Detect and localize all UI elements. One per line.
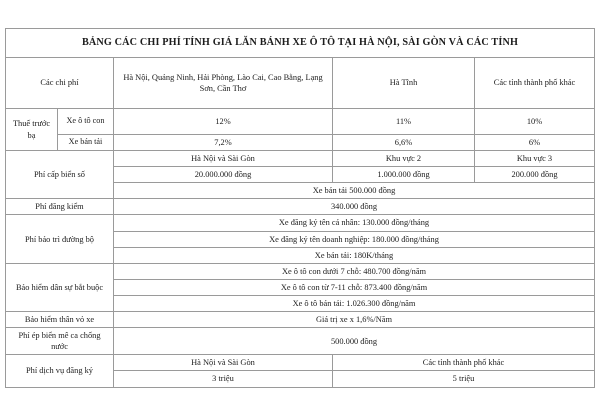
cell-registration-tax-pickup-hatinh: 6,6% [333, 135, 475, 151]
cell-liability-under-7-seats: Xe ô tô con dưới 7 chỗ: 480.700 đồng/năm [114, 263, 595, 279]
row-label-registration-tax: Thuế trước bạ [6, 109, 58, 151]
table-row-inspection-fee [6, 199, 595, 215]
page-title: BẢNG CÁC CHI PHÍ TÍNH GIÁ LĂN BÁNH XE Ô TÔ TẠI HÀ NỘI, SÀI GÒN VÀ CÁC TỈNH [6, 29, 595, 58]
cell-registration-service-zone1-value: 3 triệu [114, 371, 333, 387]
cell-registration-tax-car-hatinh: 11% [333, 109, 475, 135]
table-header-row [6, 58, 595, 109]
table-row-body-insurance [6, 312, 595, 328]
table-row-registration-tax-car [6, 109, 595, 135]
cell-registration-service-zone1-name: Hà Nội và Sài Gòn [114, 355, 333, 371]
column-header-ha-tinh: Hà Tĩnh [333, 58, 475, 109]
cell-plate-fee-zone3-value: 200.000 đồng [475, 167, 595, 183]
column-header-cost-type: Các chi phí [6, 58, 114, 109]
cell-plate-fee-zone2-name: Khu vực 2 [333, 151, 475, 167]
table-row-road-maintenance-1 [6, 215, 595, 231]
table-row-liability-insurance-1 [6, 263, 595, 279]
vehicle-fee-table [5, 28, 595, 388]
row-label-civil-liability-insurance: Bảo hiểm dân sự bắt buộc [6, 263, 114, 311]
cell-plate-press-fee-value: 500.000 đồng [114, 328, 595, 355]
cell-plate-fee-zone1-name: Hà Nội và Sài Gòn [114, 151, 333, 167]
cell-road-maintenance-business: Xe đăng ký tên doanh nghiệp: 180.000 đồng/tháng [114, 231, 595, 247]
cell-registration-tax-pickup-north: 7,2% [114, 135, 333, 151]
cell-body-insurance-value: Giá trị xe x 1,6%/Năm [114, 312, 595, 328]
cell-liability-pickup: Xe ô tô bán tải: 1.026.300 đồng/năm [114, 295, 595, 311]
cell-registration-tax-pickup-other: 6% [475, 135, 595, 151]
cell-road-maintenance-individual: Xe đăng ký tên cá nhân: 130.000 đồng/tháng [114, 215, 595, 231]
table-title-row [6, 29, 595, 58]
table-row-plate-press-fee [6, 328, 595, 355]
sub-label-passenger-car: Xe ô tô con [58, 109, 114, 135]
sub-label-pickup-truck: Xe bán tải [58, 135, 114, 151]
cell-road-maintenance-pickup: Xe bán tải: 180K/tháng [114, 247, 595, 263]
cell-registration-tax-car-north: 12% [114, 109, 333, 135]
cell-plate-fee-pickup-note: Xe bán tải 500.000 đồng [114, 183, 595, 199]
cell-liability-7-to-11-seats: Xe ô tô con từ 7-11 chỗ: 873.400 đồng/năm [114, 279, 595, 295]
row-label-plate-fee: Phí cấp biển số [6, 151, 114, 199]
cell-inspection-fee-value: 340.000 đồng [114, 199, 595, 215]
cell-registration-service-zone2-name: Các tỉnh thành phố khác [333, 355, 595, 371]
row-label-body-insurance: Bảo hiểm thân vỏ xe [6, 312, 114, 328]
table-row-registration-tax-pickup [6, 135, 595, 151]
cell-plate-fee-zone1-value: 20.000.000 đồng [114, 167, 333, 183]
row-label-inspection-fee: Phí đăng kiểm [6, 199, 114, 215]
cell-plate-fee-zone3-name: Khu vực 3 [475, 151, 595, 167]
row-label-road-maintenance-fee: Phí bảo trì đường bộ [6, 215, 114, 263]
cell-registration-service-zone2-value: 5 triệu [333, 371, 595, 387]
row-label-plate-press-fee: Phí ép biển mê ca chống nước [6, 328, 114, 355]
table-row-registration-service-names [6, 355, 595, 371]
cell-registration-tax-car-other: 10% [475, 109, 595, 135]
cell-plate-fee-zone2-value: 1.000.000 đồng [333, 167, 475, 183]
column-header-region-north: Hà Nội, Quảng Ninh, Hải Phòng, Lào Cai, Cao Bằng, Lạng Sơn, Cần Thơ [114, 58, 333, 109]
column-header-other-provinces: Các tỉnh thành phố khác [475, 58, 595, 109]
table-row-plate-fee-zones [6, 151, 595, 167]
row-label-registration-service-fee: Phí dịch vụ đăng ký [6, 355, 114, 387]
